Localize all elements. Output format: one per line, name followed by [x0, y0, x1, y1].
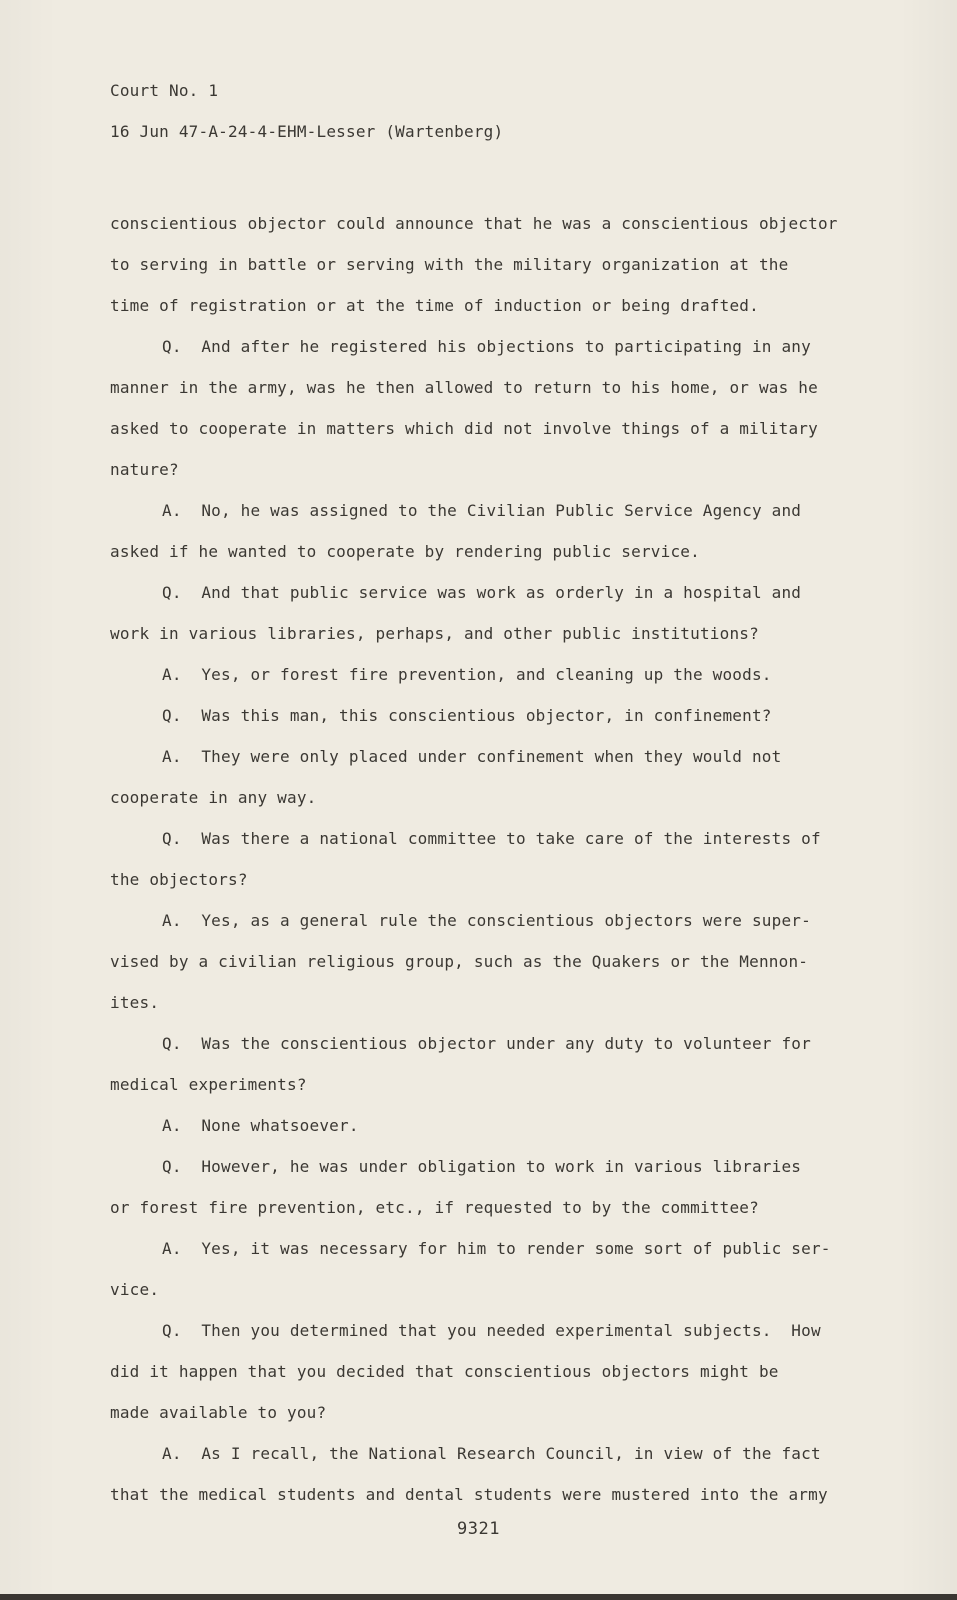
transcript-line: vised by a civilian religious group, such as the Quakers or the Mennon-: [110, 952, 809, 971]
transcript-line: the objectors?: [110, 870, 248, 889]
transcript-line: work in various libraries, perhaps, and other public institutions?: [110, 624, 759, 643]
transcript-line: Q. Was this man, this conscientious objector, in confinement?: [162, 706, 772, 725]
transcript-line: medical experiments?: [110, 1075, 307, 1094]
transcript-line: A. Yes, it was necessary for him to render some sort of public ser-: [162, 1239, 831, 1258]
transcript-line: time of registration or at the time of induction or being drafted.: [110, 296, 759, 315]
transcript-line: nature?: [110, 460, 179, 479]
transcript-line: Q. And that public service was work as orderly in a hospital and: [162, 583, 802, 602]
transcript-line: or forest fire prevention, etc., if requested to by the committee?: [110, 1198, 759, 1217]
transcript-line: asked to cooperate in matters which did not involve things of a military: [110, 419, 818, 438]
page-number: 9321: [457, 1519, 500, 1539]
transcript-line: Q. Was there a national committee to take care of the interests of: [162, 829, 821, 848]
transcript-line: A. They were only placed under confinement when they would not: [162, 747, 782, 766]
transcript-line: vice.: [110, 1280, 160, 1299]
document-header: [110, 80, 503, 162]
transcript-line: to serving in battle or serving with the military organization at the: [110, 255, 789, 274]
transcript-line: ites.: [110, 993, 160, 1012]
transcript-line: A. Yes, as a general rule the conscientious objectors were super-: [162, 911, 811, 930]
session-reference: 16 Jun 47-A-24-4-EHM-Lesser (Wartenberg): [110, 122, 504, 141]
transcript-line: asked if he wanted to cooperate by rendering public service.: [110, 542, 700, 561]
transcript-line: A. Yes, or forest fire prevention, and cleaning up the woods.: [162, 665, 772, 684]
transcript-line: Q. Then you determined that you needed experimental subjects. How: [162, 1321, 821, 1340]
transcript-line: A. No, he was assigned to the Civilian Public Service Agency and: [162, 501, 802, 520]
transcript-line: Q. However, he was under obligation to work in various libraries: [162, 1157, 802, 1176]
transcript-line: Q. And after he registered his objections to participating in any: [162, 337, 811, 356]
transcript-line: conscientious objector could announce that he was a conscientious objector: [110, 214, 838, 233]
page-bottom-edge: [0, 1594, 957, 1600]
transcript-line: manner in the army, was he then allowed to return to his home, or was he: [110, 378, 818, 397]
transcript-line: cooperate in any way.: [110, 788, 317, 807]
transcript-line: A. None whatsoever.: [162, 1116, 359, 1135]
transcript-line: did it happen that you decided that conscientious objectors might be: [110, 1362, 779, 1381]
transcript-body: [110, 203, 870, 1515]
transcript-line: made available to you?: [110, 1403, 327, 1422]
transcript-line: that the medical students and dental students were mustered into the army: [110, 1485, 828, 1504]
transcript-line: Q. Was the conscientious objector under any duty to volunteer for: [162, 1034, 811, 1053]
transcript-line: A. As I recall, the National Research Council, in view of the fact: [162, 1444, 821, 1463]
court-number: Court No. 1: [110, 81, 219, 100]
